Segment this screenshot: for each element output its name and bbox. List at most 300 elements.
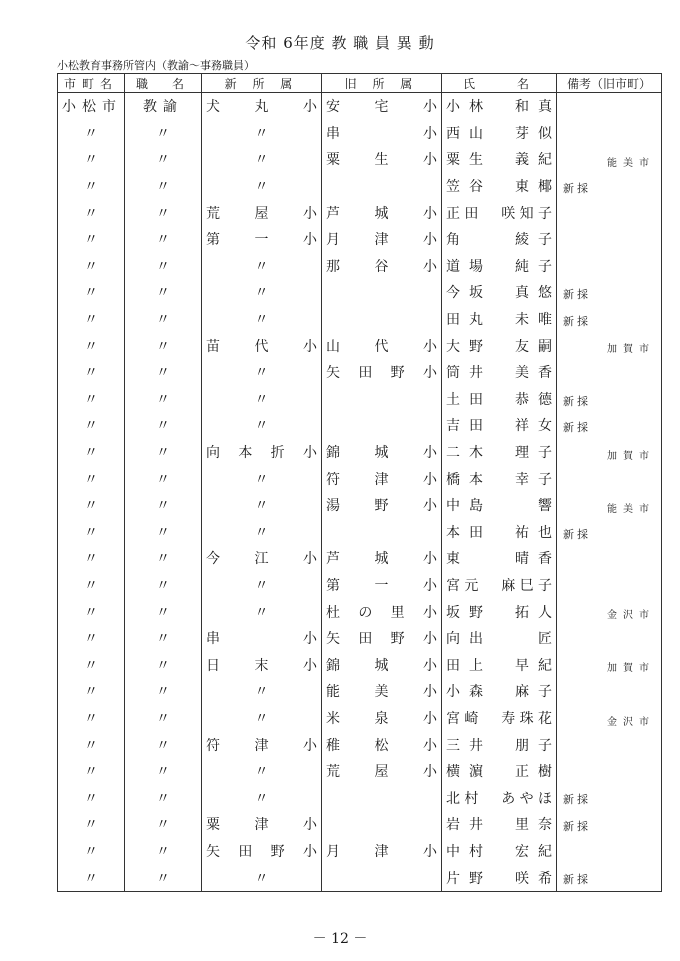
role-cell [125,492,202,519]
remarks-cell [557,598,662,625]
role-cell [125,173,202,200]
new-hire-note: 新採 [563,181,591,195]
city-cell [58,678,125,705]
table-header-row [58,74,662,93]
old-school-cell: 稚松小 [322,731,442,758]
new-school-cell [202,705,322,732]
page-title: 令和 6年度 教 職 員 異 動 [245,34,435,52]
city-cell [58,705,125,732]
ditto-mark: 〃 [156,365,170,382]
city-cell [58,492,125,519]
previous-city-note: 加賀市 [607,344,655,356]
role-cell [125,811,202,838]
table-row [58,199,662,226]
previous-city-note: 金沢市 [607,716,655,728]
remarks-cell [557,705,662,732]
city-cell [58,332,125,359]
role-cell [125,465,202,492]
remarks-cell [557,306,662,333]
name-cell: 小森 麻子 [442,678,557,705]
remarks-cell [557,386,662,413]
old-school-cell: 錦城小 [322,439,442,466]
ditto-mark: 〃 [254,179,269,196]
old-school-cell: 荒屋小 [322,758,442,785]
name-cell: 吉田 祥女 [442,412,557,439]
city-cell [58,811,125,838]
city-cell [58,253,125,280]
ditto-mark: 〃 [84,365,98,382]
new-school-cell: 犬丸小 [202,93,322,120]
old-school-cell [322,784,442,811]
section-subtitle: 小松教育事務所管内（教諭～事務職員） [57,59,255,72]
ditto-mark: 〃 [84,631,98,648]
city-cell [58,625,125,652]
name-cell: 向出 匠 [442,625,557,652]
table-row [58,572,662,599]
name-cell: 中村 宏紀 [442,838,557,865]
new-school-cell: 第一小 [202,226,322,253]
role-cell [125,705,202,732]
new-school-cell [202,465,322,492]
ditto-mark: 〃 [156,152,170,169]
role-cell [125,731,202,758]
table-row [58,439,662,466]
city-cell [58,386,125,413]
ditto-mark: 〃 [156,684,170,701]
remarks-cell [557,492,662,519]
header-remarks: 備考（旧市町） [557,74,662,93]
new-hire-note: 新採 [563,873,591,887]
old-school-cell [322,386,442,413]
remarks-cell [557,279,662,306]
new-hire-note: 新採 [563,793,591,807]
ditto-mark: 〃 [254,710,269,727]
old-school-cell: 米泉小 [322,705,442,732]
old-school-cell: 矢田野小 [322,359,442,386]
table-row [58,306,662,333]
table-row [58,359,662,386]
role-cell [125,332,202,359]
new-school-cell [202,519,322,546]
role-cell [125,412,202,439]
table-row [58,93,662,120]
old-school-cell [322,864,442,891]
name-cell: 今坂 真悠 [442,279,557,306]
new-school-cell: 粟津小 [202,811,322,838]
ditto-mark: 〃 [156,604,170,621]
ditto-mark: 〃 [156,312,170,329]
city-cell [58,306,125,333]
role-cell [125,359,202,386]
old-school-cell: 湯野小 [322,492,442,519]
old-school-cell: 符津小 [322,465,442,492]
new-school-cell [202,598,322,625]
remarks-cell [557,226,662,253]
ditto-mark: 〃 [156,737,170,754]
ditto-mark: 〃 [84,577,98,594]
role-cell [125,120,202,147]
ditto-mark: 〃 [156,790,170,807]
table-row [58,864,662,891]
ditto-mark: 〃 [156,631,170,648]
new-school-cell [202,146,322,173]
name-cell: 大野 友嗣 [442,332,557,359]
new-school-cell [202,359,322,386]
name-cell: 坂野 拓人 [442,598,557,625]
table-row [58,545,662,572]
previous-city-note: 能美市 [607,503,655,515]
name-cell: 東 晴香 [442,545,557,572]
city-cell [58,838,125,865]
city-cell [58,545,125,572]
ditto-mark: 〃 [84,258,98,275]
table-row [58,146,662,173]
ditto-mark: 〃 [156,179,170,196]
table-row [58,519,662,546]
new-school-cell: 符津小 [202,731,322,758]
header-role: 職 名 [125,74,202,93]
name-cell: 土田 恭德 [442,386,557,413]
name-cell: 橋本 幸子 [442,465,557,492]
old-school-cell: 矢田野小 [322,625,442,652]
new-hire-note: 新採 [563,820,591,834]
old-school-cell: 那谷小 [322,253,442,280]
header-old-school: 旧 所 属 [322,74,442,93]
name-cell: 横濵 正樹 [442,758,557,785]
ditto-mark: 〃 [84,338,98,355]
role-cell [125,279,202,306]
old-school-cell [322,811,442,838]
role-cell [125,253,202,280]
name-cell: 宮元 麻巳子 [442,572,557,599]
name-cell: 道場 純子 [442,253,557,280]
ditto-mark: 〃 [156,710,170,727]
city-cell [58,146,125,173]
ditto-mark: 〃 [156,843,170,860]
personnel-transfer-table [57,73,662,892]
ditto-mark: 〃 [254,285,269,302]
remarks-cell [557,120,662,147]
ditto-mark: 〃 [254,418,269,435]
city-cell [58,572,125,599]
remarks-cell [557,864,662,891]
ditto-mark: 〃 [254,498,269,515]
ditto-mark: 〃 [156,577,170,594]
old-school-cell [322,412,442,439]
ditto-mark: 〃 [254,312,269,329]
table-row [58,226,662,253]
ditto-mark: 〃 [84,604,98,621]
previous-city-note: 金沢市 [607,610,655,622]
ditto-mark: 〃 [84,152,98,169]
table-row [58,465,662,492]
remarks-cell [557,146,662,173]
ditto-mark: 〃 [156,471,170,488]
ditto-mark: 〃 [84,551,98,568]
new-school-cell: 今江小 [202,545,322,572]
city-cell [58,120,125,147]
remarks-cell [557,625,662,652]
role-cell [125,146,202,173]
new-school-cell: 串 小 [202,625,322,652]
city-cell [58,519,125,546]
ditto-mark: 〃 [84,498,98,515]
remarks-cell [557,572,662,599]
header-city: 市町名 [58,74,125,93]
remarks-cell [557,439,662,466]
remarks-cell [557,784,662,811]
ditto-mark: 〃 [84,657,98,674]
new-school-cell: 日末小 [202,651,322,678]
ditto-mark: 〃 [156,445,170,462]
role-cell [125,439,202,466]
ditto-mark: 〃 [84,445,98,462]
name-cell: 粟生 義紀 [442,146,557,173]
ditto-mark: 〃 [84,524,98,541]
role-cell: 教諭 [125,93,202,120]
remarks-cell [557,651,662,678]
new-school-cell [202,173,322,200]
ditto-mark: 〃 [84,471,98,488]
ditto-mark: 〃 [156,258,170,275]
ditto-mark: 〃 [84,710,98,727]
table-row [58,678,662,705]
role-cell [125,651,202,678]
ditto-mark: 〃 [156,870,170,887]
city-cell [58,173,125,200]
new-school-cell [202,572,322,599]
old-school-cell: 能美小 [322,678,442,705]
ditto-mark: 〃 [156,524,170,541]
role-cell [125,625,202,652]
remarks-cell [557,253,662,280]
new-school-cell: 向本折小 [202,439,322,466]
new-school-cell [202,279,322,306]
name-cell: 笠谷 東椰 [442,173,557,200]
new-school-cell [202,412,322,439]
city-cell [58,279,125,306]
ditto-mark: 〃 [254,790,269,807]
role-cell [125,784,202,811]
new-hire-note: 新採 [563,394,591,408]
remarks-cell [557,678,662,705]
ditto-mark: 〃 [254,125,269,142]
city-cell [58,359,125,386]
name-cell: 田丸 未唯 [442,306,557,333]
old-school-cell [322,173,442,200]
name-cell: 二木 理子 [442,439,557,466]
ditto-mark: 〃 [84,285,98,302]
remarks-cell [557,731,662,758]
ditto-mark: 〃 [84,418,98,435]
role-cell [125,678,202,705]
ditto-mark: 〃 [156,125,170,142]
ditto-mark: 〃 [84,205,98,222]
ditto-mark: 〃 [254,152,269,169]
remarks-cell [557,412,662,439]
ditto-mark: 〃 [254,577,269,594]
ditto-mark: 〃 [84,232,98,249]
remarks-cell [557,838,662,865]
ditto-mark: 〃 [156,391,170,408]
ditto-mark: 〃 [156,551,170,568]
old-school-cell: 月津小 [322,226,442,253]
ditto-mark: 〃 [156,338,170,355]
city-cell [58,412,125,439]
new-hire-note: 新採 [563,421,591,435]
old-school-cell [322,306,442,333]
role-cell [125,758,202,785]
ditto-mark: 〃 [84,125,98,142]
new-school-cell [202,784,322,811]
old-school-cell: 粟生小 [322,146,442,173]
name-cell: 田上 早紀 [442,651,557,678]
ditto-mark: 〃 [84,391,98,408]
previous-city-note: 能美市 [607,158,655,170]
new-school-cell [202,678,322,705]
new-school-cell: 矢田野小 [202,838,322,865]
role-cell [125,598,202,625]
ditto-mark: 〃 [254,391,269,408]
ditto-mark: 〃 [254,365,269,382]
ditto-mark: 〃 [254,471,269,488]
table-row [58,731,662,758]
table-row [58,279,662,306]
name-cell: 西山 芽似 [442,120,557,147]
previous-city-note: 加賀市 [607,663,655,675]
remarks-cell [557,199,662,226]
page-number: － 12 － [312,931,368,947]
ditto-mark: 〃 [156,498,170,515]
new-school-cell: 苗代小 [202,332,322,359]
name-cell: 北村 あやほ [442,784,557,811]
city-cell [58,199,125,226]
table-row [58,838,662,865]
old-school-cell: 錦城小 [322,651,442,678]
role-cell [125,572,202,599]
ditto-mark: 〃 [156,285,170,302]
ditto-mark: 〃 [84,737,98,754]
new-school-cell [202,864,322,891]
remarks-cell [557,359,662,386]
ditto-mark: 〃 [156,205,170,222]
new-school-cell [202,386,322,413]
old-school-cell: 安宅小 [322,93,442,120]
name-cell: 小林 和真 [442,93,557,120]
old-school-cell: 第一小 [322,572,442,599]
name-cell: 岩井 里奈 [442,811,557,838]
ditto-mark: 〃 [254,604,269,621]
city-cell [58,784,125,811]
old-school-cell: 杜の里小 [322,598,442,625]
new-school-cell [202,120,322,147]
new-hire-note: 新採 [563,527,591,541]
name-cell: 本田 祐也 [442,519,557,546]
old-school-cell: 芦城小 [322,199,442,226]
old-school-cell: 山代小 [322,332,442,359]
ditto-mark: 〃 [84,764,98,781]
new-school-cell: 荒屋小 [202,199,322,226]
old-school-cell: 月津小 [322,838,442,865]
name-cell: 角 綾子 [442,226,557,253]
remarks-cell [557,465,662,492]
ditto-mark: 〃 [254,764,269,781]
role-cell [125,386,202,413]
new-school-cell [202,253,322,280]
header-name: 氏 名 [442,74,557,93]
remarks-cell [557,93,662,120]
ditto-mark: 〃 [84,843,98,860]
old-school-cell: 芦城小 [322,545,442,572]
ditto-mark: 〃 [84,312,98,329]
new-school-cell [202,306,322,333]
city-cell [58,598,125,625]
previous-city-note: 加賀市 [607,450,655,462]
old-school-cell [322,519,442,546]
ditto-mark: 〃 [84,817,98,834]
table-row [58,784,662,811]
table-row [58,332,662,359]
new-hire-note: 新採 [563,288,591,302]
role-cell [125,545,202,572]
name-cell: 筒井 美香 [442,359,557,386]
city-cell [58,758,125,785]
ditto-mark: 〃 [156,232,170,249]
role-cell [125,199,202,226]
ditto-mark: 〃 [156,817,170,834]
remarks-cell [557,758,662,785]
city-cell [58,864,125,891]
remarks-cell [557,519,662,546]
name-cell: 中島 響 [442,492,557,519]
table-row [58,173,662,200]
table-row [58,412,662,439]
ditto-mark: 〃 [254,524,269,541]
new-school-cell [202,758,322,785]
role-cell [125,864,202,891]
old-school-cell: 串 小 [322,120,442,147]
city-cell [58,731,125,758]
table-row [58,811,662,838]
name-cell: 正田 咲知子 [442,199,557,226]
ditto-mark: 〃 [156,764,170,781]
name-cell: 宮崎 寿珠花 [442,705,557,732]
name-cell: 片野 咲希 [442,864,557,891]
name-cell: 三井 朋子 [442,731,557,758]
role-cell [125,226,202,253]
city-cell [58,226,125,253]
ditto-mark: 〃 [84,790,98,807]
table-row [58,492,662,519]
table-row [58,758,662,785]
ditto-mark: 〃 [84,684,98,701]
new-hire-note: 新採 [563,314,591,328]
header-new-school: 新 所 属 [202,74,322,93]
ditto-mark: 〃 [254,684,269,701]
remarks-cell [557,545,662,572]
remarks-cell [557,811,662,838]
ditto-mark: 〃 [84,870,98,887]
role-cell [125,519,202,546]
table-row [58,651,662,678]
role-cell [125,306,202,333]
remarks-cell [557,332,662,359]
table-row [58,386,662,413]
table-row [58,598,662,625]
ditto-mark: 〃 [156,657,170,674]
city-cell: 小松市 [58,93,125,120]
city-cell [58,439,125,466]
